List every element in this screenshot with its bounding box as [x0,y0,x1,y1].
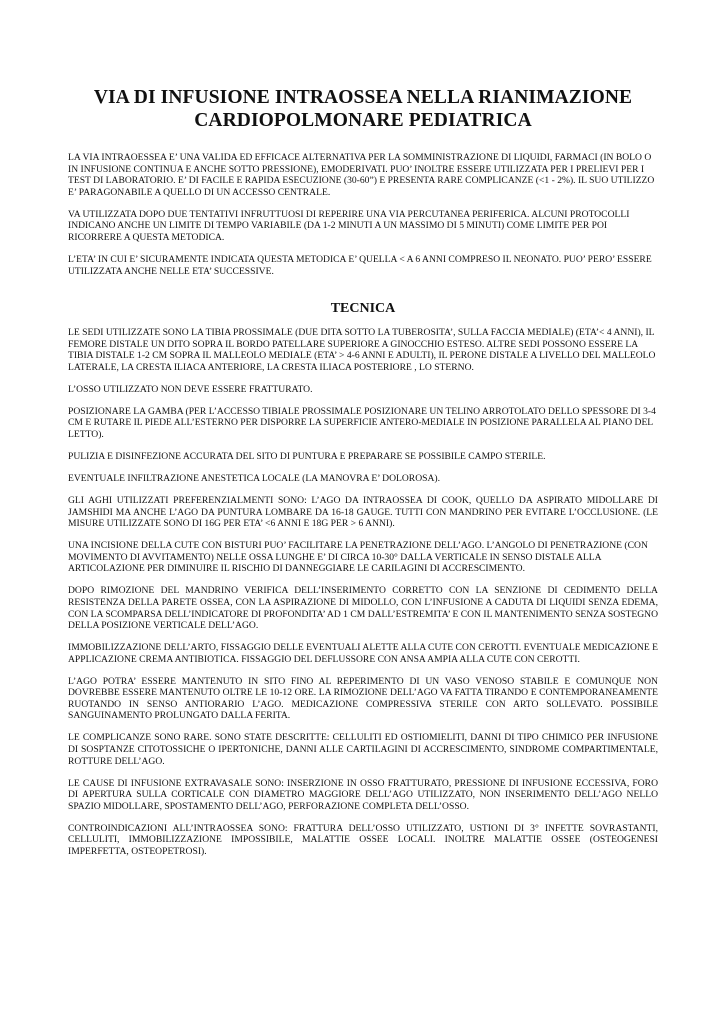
technique-paragraph-10: L’AGO POTRA’ ESSERE MANTENUTO IN SITO FINO AL REPERIMENTO DI UN VASO VENOSO STABILE E COMUNQUE NON DOVREBBE ESSERE MANTENUTO OLTRE LE 10-12 ORE. LA RIMOZIONE DELL’AGO VA FATTA TIRANDO E CONTEMPORANEAMENTE RUOTANDO IN SENSO ANTIORARIO L’AGO. MEDICAZIONE COMPRESSIVA STERILE CON ARTO SOLLEVATO. POSSIBILE SANGUINAMENTO PROLUNGATO DALLA FERITA. [68,675,658,722]
technique-paragraph-7: UNA INCISIONE DELLA CUTE CON BISTURI PUO’ FACILITARE LA PENETRAZIONE DELL’AGO. L’ANGOLO DI PENETRAZIONE (CON MOVIMENTO DI AVVITAMENTO) NELLE OSSA LUNGHE E’ DI CIRCA 10-30° DALLA VERTICALE IN SENSO DISTALE ALLA ARTICOLAZIONE PER DIMINUIRE IL RISCHIO DI DANNEGGIARE LE CARILAGINI DI ACCRESCIMENTO. [68,540,648,575]
technique-paragraph-5: EVENTUALE INFILTRAZIONE ANESTETICA LOCALE (LA MANOVRA E’ DOLOROSA). [68,473,440,485]
technique-paragraph-9: IMMOBILIZZAZIONE DELL’ARTO, FISSAGGIO DELLE EVENTUALI ALETTE ALLA CUTE CON CEROTTI. EVENTUALE MEDICAZIONE E APPLICAZIONE CREMA ANTIBIOTICA. FISSAGGIO DEL DEFLUSSORE CON ANSA AMPIA ALLA CUTE CON CEROTTI. [68,642,658,665]
technique-paragraph-2: L’OSSO UTILIZZATO NON DEVE ESSERE FRATTURATO. [68,383,313,395]
document-title-line-2: CARDIOPOLMONARE PEDIATRICA [194,110,532,131]
document-title-line-1: VIA DI INFUSIONE INTRAOSSEA NELLA RIANIMAZIONE [93,87,633,108]
technique-paragraph-12: LE CAUSE DI INFUSIONE EXTRAVASALE SONO: INSERZIONE IN OSSO FRATTURATO, PRESSIONE DI INFUSIONE ECCESSIVA, FORO DI APERTURA SULLA CORTICALE CON DIAMETRO MAGGIORE DELL’AGO UTILIZZATO, NON INSERIMENTO DELL’AGO NELLO SPAZIO MIDOLLARE, SPOSTAMENTO DELL’AGO, PERFORAZIONE COMPLETA DELL’OSSO. [68,777,658,812]
technique-paragraph-4: PULIZIA E DISINFEZIONE ACCURATA DEL SITO DI PUNTURA E PREPARARE SE POSSIBILE CAMPO STERILE. [68,451,546,463]
intro-paragraph-1: LA VIA INTRAOESSEA E’ UNA VALIDA ED EFFICACE ALTERNATIVA PER LA SOMMINISTRAZIONE DI LIQUIDI, FARMACI (IN BOLO O IN INFUSIONE CONTINUA E ANCHE SOTTO PRESSIONE), EMODERIVATI. PUO’ INOLTRE ESSERE UTILIZZATA PER I PRELIEVI PER I TEST DI LABORATORIO. E’ DI FACILE E RAPIDA ESECUZIONE (30-60”) E PRESENTA RARE COMPLICANZE (<1 - 2%). IL SUO UTILIZZO E’ PARAGONABILE A QUELLO DI UN ACCESSO CENTRALE. [68,152,655,198]
intro-paragraph-2: VA UTILIZZATA DOPO DUE TENTATIVI INFRUTTUOSI DI REPERIRE UNA VIA PERCUTANEA PERIFERICA. ALCUNI PROTOCOLLI INDICANO ANCHE UN LIMITE DI TEMPO VARIABILE (DA 1-2 MINUTI A UN MASSIMO DI 5 MINUTI) COME LIMITE PER POI RICORRERE A QUESTA METODICA. [68,208,630,243]
document-title [68,86,658,132]
section-heading-tecnica: TECNICA [330,301,396,317]
technique-paragraph-1: LE SEDI UTILIZZATE SONO LA TIBIA PROSSIMALE (DUE DITA SOTTO LA TUBEROSITA’, SULLA FACCIA MEDIALE) (ETA’< 4 ANNI), IL FEMORE DISTALE UN DITO SOPRA IL BORDO PATELLARE SUPERIORE A GINOCCHIO ESTESO. ALTRE SEDI POSSONO ESSERE LA TIBIA DISTALE 1-2 CM SOPRA IL MALLEOLO MEDIALE (ETA’ > 4-6 ANNI E ADULTI), IL PERONE DISTALE A LIVELLO DEL MALLEOLO LATERALE, LA CRESTA ILIACA ANTERIORE, LA CRESTA ILIACA POSTERIORE , LO STERNO. [68,327,656,373]
technique-paragraph-6: GLI AGHI UTILIZZATI PREFERENZIALMENTI SONO: L’AGO DA INTRAOSSEA DI COOK, QUELLO DA ASPIRATO MIDOLLARE DI JAMSHIDI MA ANCHE L’AGO DA PUNTURA LOMBARE DA 16-18 GAUGE. TUTTI CON MANDRINO PER EVITARE L’OCCLUSIONE. (LE MISURE UTILIZZATE SONO DI 16G PER ETA’ <6 ANNI E 18G PER > 6 ANNI). [68,495,658,530]
technique-paragraph-8: DOPO RIMOZIONE DEL MANDRINO VERIFICA DELL’INSERIMENTO CORRETTO CON LA SENZIONE DI CEDIMENTO DELLA RESISTENZA DELLA PARETE OSSEA, CON LA ASPIRAZIONE DI MIDOLLO, CON L’INFUSIONE A CADUTA DI LIQUIDI SENZA EDEMA, CON LA SCOMPARSA DELL’INDICATORE DI PROFONDITA’ AD 1 CM DALL’ESTREMITA’ E CON IL MANTENIMENTO SENZA SOSTEGNO DELLA POSIZIONE VERTICALE DELL’AGO. [68,585,658,632]
technique-paragraph-13: CONTROINDICAZIONI ALL’INTRAOSSEA SONO: FRATTURA DELL’OSSO UTILIZZATO, USTIONI DI 3° INFETTE SOVRASTANTI, CELLULITI, IMMOBILIZZAZIONE IMPOSSIBILE, MALATTIE OSSEE LOCALI. INOLTRE MALATTIE OSSEE (OSTEOGENESI IMPERFETTA, OSTEOPETROSI). [68,822,658,857]
technique-paragraph-11: LE COMPLICANZE SONO RARE. SONO STATE DESCRITTE: CELLULITI ED OSTIOMIELITI, DANNI DI TIPO CHIMICO PER INFUSIONE DI SOSPTANZE CITOTOSSICHE O IPERTONICHE, DANNI ALLE CARTILAGINI DI ACCRESCIMENTO, SINDROME COMPARTIMENTALE, ROTTURE DELL’AGO. [68,732,658,767]
document-page [68,86,658,868]
technique-paragraph-3: POSIZIONARE LA GAMBA (PER L’ACCESSO TIBIALE PROSSIMALE POSIZIONARE UN TELINO ARROTOLATO DELLO SPESSORE DI 3-4 CM E RUTARE IL PIEDE ALL’ESTERNO PER DISPORRE LA SUPERFICIE ANTERO-MEDIALE IN POSIZIONE PARALLELA AL PIANO DEL LETTO). [68,405,656,441]
intro-paragraph-3: L’ETA’ IN CUI E’ SICURAMENTE INDICATA QUESTA METODICA E’ QUELLA < A 6 ANNI COMPRESO IL NEONATO. PUO’ PERO’ ESSERE UTILIZZATA ANCHE NELLE ETA’ SUCCESSIVE. [68,253,652,277]
